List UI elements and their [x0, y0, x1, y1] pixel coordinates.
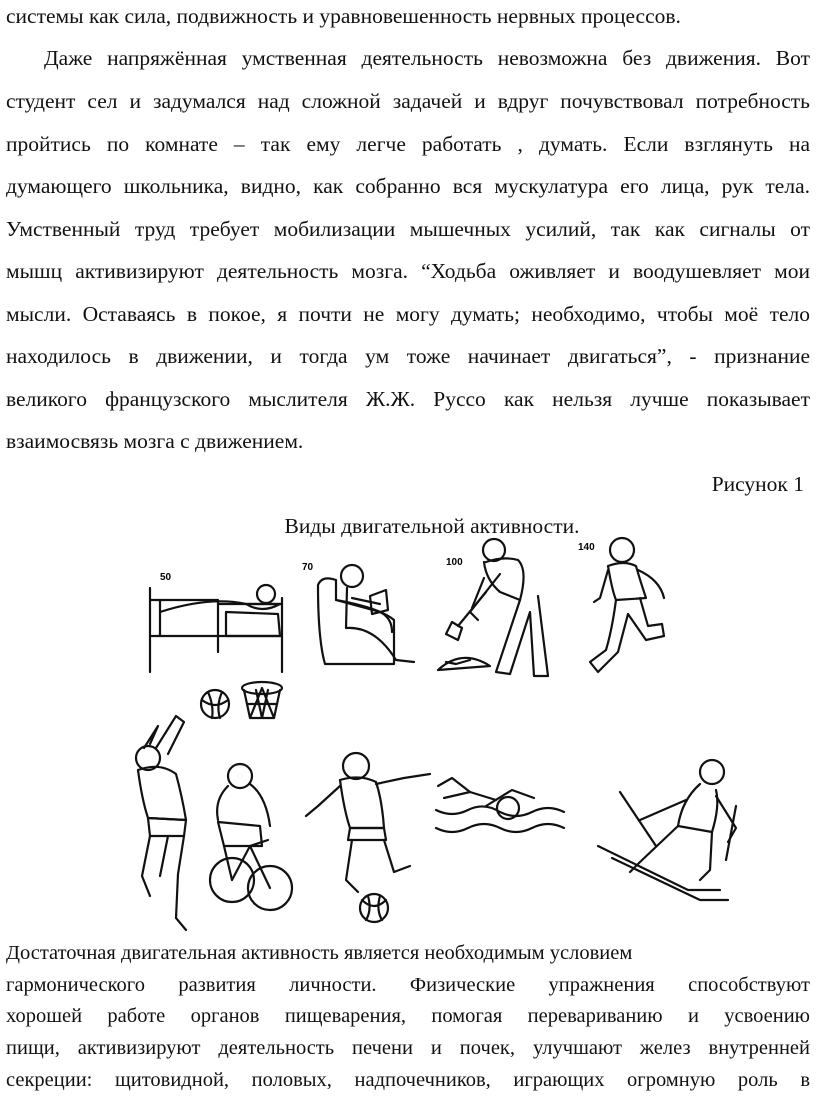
text-line: системы как сила, подвижность и уравновешенность нервных процессов. [6, 4, 681, 28]
text-line: Достаточная двигательная активность является необходимым условием [6, 942, 633, 964]
football [360, 894, 388, 922]
text-line: хорошей работе органов пищеварения, помогая перевариванию и усвоению [6, 1005, 810, 1027]
figure-reading-in-armchair [318, 565, 414, 664]
figure-football-player [306, 753, 430, 892]
text-line: великого французского мыслителя Ж.Ж. Руссо как нельзя лучше показывает [6, 387, 810, 411]
text-line: Умственный труд требует мобилизации мышечных усилий, так как сигналы от [6, 217, 810, 241]
text-line: Даже напряжённая умственная деятельность невозможна без движения. Вот [44, 46, 810, 70]
figure-label: Рисунок 1 [711, 472, 804, 496]
basketball [201, 690, 229, 718]
figure-skier [598, 760, 736, 900]
figure-caption: Виды двигательной активности. [284, 514, 580, 538]
basketball-hoop [242, 682, 282, 718]
text-line: мысли. Оставаясь в покое, я почти не могу думать; необходимо, чтобы моё тело [6, 302, 810, 326]
figure-lying-in-bed [150, 585, 282, 672]
figure-basketball-player [136, 716, 186, 930]
text-line: секреции: щитовидной, половых, надпочечников, играющих огромную роль в [6, 1069, 810, 1091]
value-label: 70 [302, 562, 314, 573]
text-line: находилось в движении, и тогда ум тоже начинает двигаться”, - признание [6, 344, 810, 368]
value-label: 140 [578, 542, 595, 553]
value-label: 50 [160, 572, 172, 583]
text-line: взаимосвязь мозга с движением. [6, 429, 304, 453]
figure-cyclist [210, 764, 292, 910]
text-line: пройтись по комнате – так ему легче работать , думать. Если взглянуть на [6, 132, 810, 156]
text-line: студент сел и задумался над сложной задачей и вдруг почувствовал потребность [6, 89, 810, 113]
text-line: думающего школьника, видно, как собранно вся мускулатура его лица, рук тела. [6, 174, 810, 198]
text-line: пищи, активизируют деятельность печени и почек, улучшают желез внутренней [6, 1037, 810, 1059]
text-line: мышц активизируют деятельность мозга. “Ходьба оживляет и воодушевляет мои [6, 259, 810, 283]
figure-swimmer [436, 778, 564, 832]
text-line: гармонического развития личности. Физические упражнения способствуют [6, 974, 810, 996]
figure-running [590, 538, 664, 672]
value-label: 100 [446, 557, 463, 568]
